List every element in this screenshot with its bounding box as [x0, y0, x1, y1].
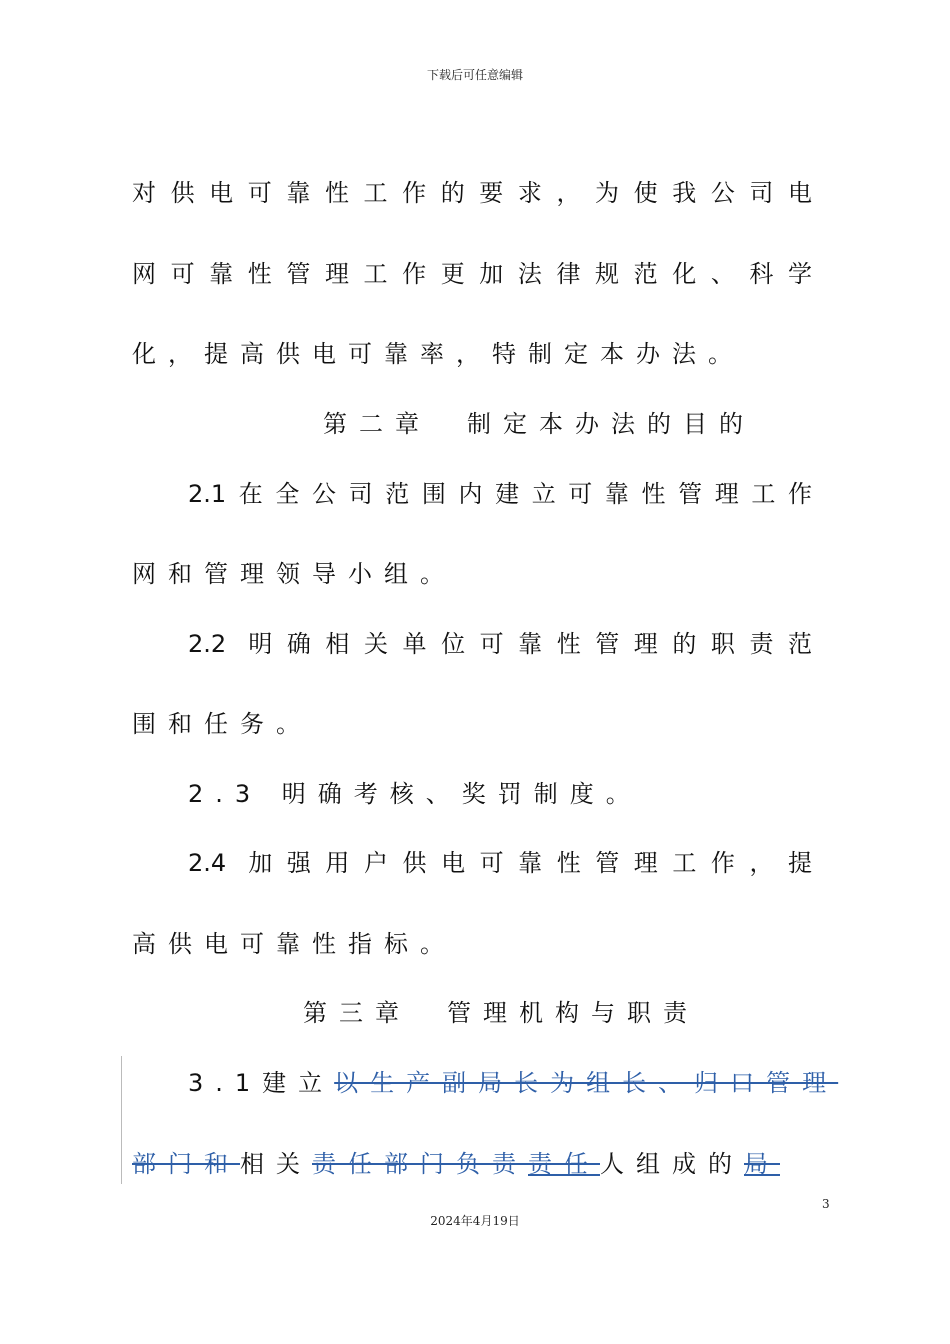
body-line: 化，提高供电可靠率，特制定本办法。 — [132, 340, 744, 368]
body-line: 2.2 明确相关单位可靠性管理的职责范 — [188, 630, 812, 658]
body-line: 网可靠性管理工作更加法律规范化、科学 — [132, 260, 812, 288]
body-line: 对供电可靠性工作的要求，为使我公司电 — [132, 179, 812, 207]
page-number: 3 — [822, 1197, 830, 1211]
body-line: 高供电可靠性指标。 — [132, 930, 456, 958]
revision-bar — [121, 1056, 122, 1184]
chapter-title: 第三章 管理机构与职责 — [303, 999, 699, 1027]
deleted-text: 局 — [744, 1150, 780, 1178]
page-header: 下载后可任意编辑 — [426, 68, 523, 82]
body-line: 2.3 明确考核、奖罚制度。 — [188, 780, 642, 808]
plain-text: 相关 — [240, 1150, 312, 1178]
page-footer-date: 2024年4月19日 — [430, 1214, 520, 1228]
deleted-text: 责任 — [528, 1150, 600, 1178]
body-line: 围和任务。 — [132, 710, 312, 738]
deleted-text: 责任部门负责 — [312, 1150, 528, 1178]
body-line — [132, 1148, 832, 1180]
deleted-text: 以生产副局长为组长、归口管理 — [334, 1069, 839, 1097]
body-line: 2.1在全公司范围内建立可靠性管理工作 — [188, 480, 812, 508]
body-line — [188, 1067, 839, 1099]
plain-text: 3.1建立 — [188, 1069, 335, 1097]
plain-text: 人组成的 — [600, 1150, 744, 1178]
body-line: 2.4 加强用户供电可靠性管理工作，提 — [188, 849, 812, 877]
body-line: 网和管理领导小组。 — [132, 560, 456, 588]
deleted-text: 部门和 — [132, 1150, 240, 1178]
chapter-title: 第二章 制定本办法的目的 — [323, 410, 755, 438]
